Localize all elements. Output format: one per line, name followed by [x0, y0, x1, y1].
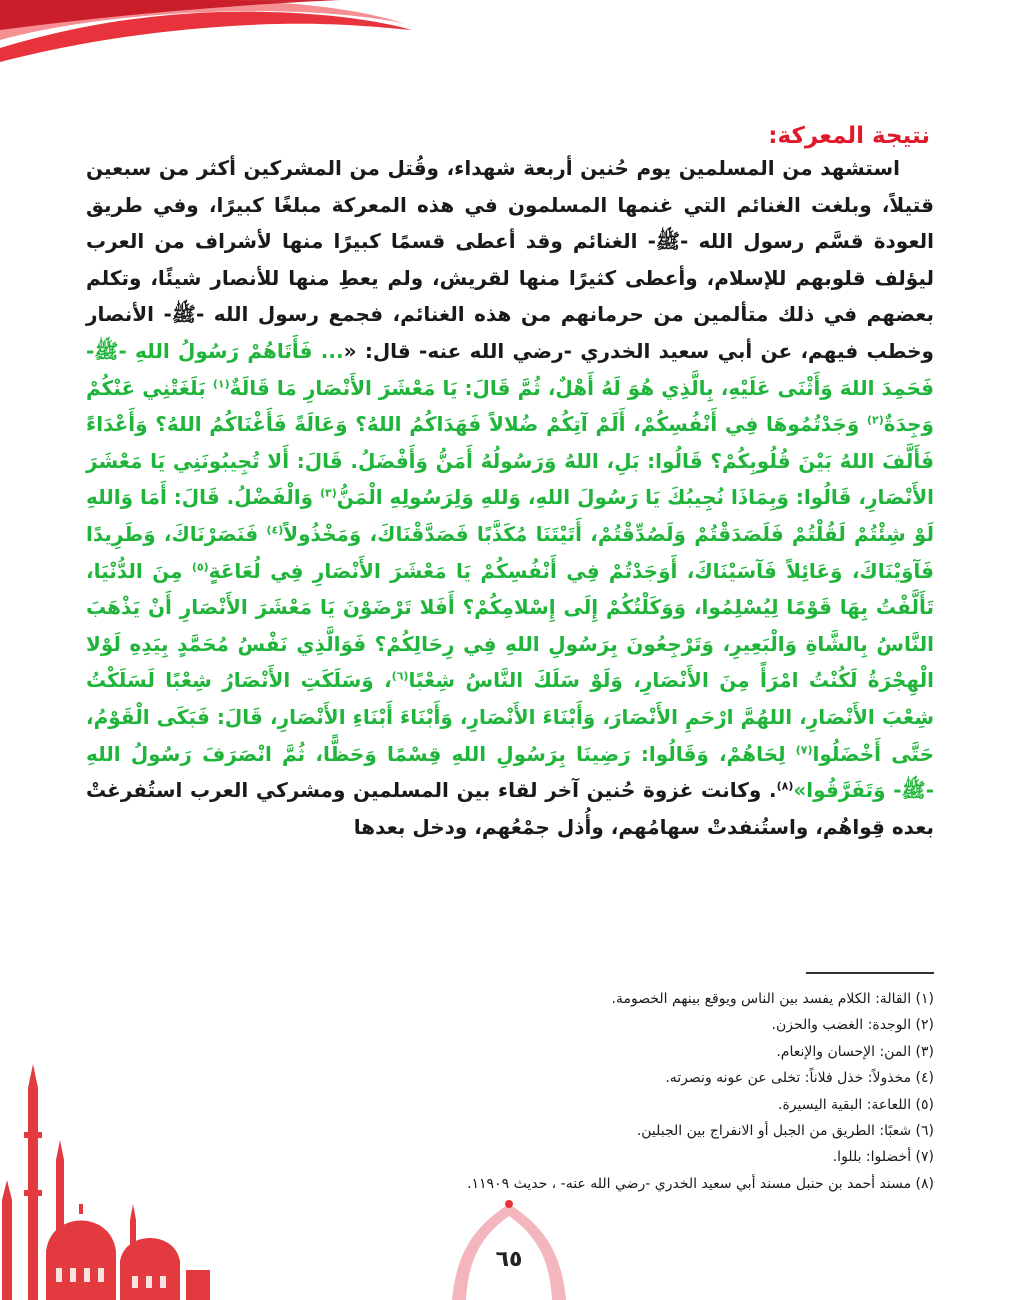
red-swoosh-decoration	[0, 0, 420, 120]
footnotes-list	[234, 986, 934, 1197]
hadith-segment: ... فَأَتَاهُمْ رَسُولُ اللهِ -ﷺ- فَحَمِدَ اللهَ وَأَثْنَى عَلَيْهِ، بِالَّذِي هُوَ لَهُ أَهْلٌ، ثُمَّ قَالَ: يَا مَعْشَرَ الأَنْصَارِ مَا قَالَةٌ	[86, 338, 934, 400]
page-number: ٦٥	[495, 1247, 523, 1272]
footnote-item: (٤) مخذولاً: خذل فلاناً: تخلى عن عونه ونصرته.	[665, 1070, 934, 1087]
footnote-ref: (٧)	[795, 742, 813, 756]
footnote-ref: (٥)	[191, 559, 209, 573]
footnote-ref: (٤)	[266, 523, 284, 537]
main-paragraph	[86, 150, 934, 845]
footnote-item: (٢) الوجدة: الغضب والحزن.	[771, 1017, 934, 1034]
body-paragraph	[86, 150, 934, 845]
footnote-item: (٦) شعبًا: الطريق من الجبل أو الانفراج بين الجبلين.	[636, 1123, 934, 1140]
footnote-item: (٣) المن: الإحسان والإنعام.	[776, 1043, 934, 1060]
footnote-ref: (١)	[212, 376, 230, 390]
hadith-segment: مِنَ الدُّنْيَا، تَأَلَّفْتُ بِهَا قَوْمًا لِيُسْلِمُوا، وَوَكَلْتُكُمْ إِلَى إِسْلامِكُمْ؟ أَفَلا تَرْضَوْنَ يَا مَعْشَرَ الأَنْصَارِ أَنْ يَذْهَبَ النَّاسُ بِالشَّاةِ وَالْبَعِيرِ، وَتَرْجِعُونَ بِرَسُولِ اللهِ فِي رِحَالِكُمْ؟ فَوَالَّذِي نَفْسُ مُحَمَّدٍ بِيَدِهِ لَوْلا الْهِجْرَةُ لَكُنْتُ امْرَأً مِنَ الأَنْصَارِ، وَلَوْ سَلَكَ النَّاسُ شِعْبًا	[86, 558, 934, 693]
hadith-segment: وَالْفَضْلُ. قَالَ: أَمَا وَاللهِ لَوْ شِئْتُمْ لَقُلْتُمْ فَلَصَدَقْتُمْ وَلَصُدِّقْتُمْ، أَتَيْتَنَا مُكَذَّبًا فَصَدَّقْنَاكَ، وَمَخْذُولاً	[86, 485, 934, 546]
outro-text: . وكانت غزوة حُنين آخر لقاء بين المسلمين ومشركي العرب استُفرغتْ بعده قِواهُم، واستُنفدتْ سهامُهم، وأُذل جمْعُهم، ودخل بعدها	[86, 778, 934, 839]
footnote-item: (٨) مسند أحمد بن حنبل مسند أبي سعيد الخدري -رضي الله عنه- ، حديث ١١٩٠٩.	[467, 1175, 934, 1192]
section-title: نتيجة المعركة:	[768, 123, 930, 150]
hadith-segment: وَجَدْتُمُوهَا فِي أَنْفُسِكُمْ، أَلَمْ آتِكُمْ ضُلالاً فَهَدَاكُمُ اللهُ؟ وَعَالَةً فَأَغْنَاكُمُ اللهُ؟ وَأَعْدَاءً فَأَلَّفَ اللهُ بَيْنَ قُلُوبِكُمْ؟ قَالُوا: بَلِ، اللهُ وَرَسُولُهُ أَمَنُّ وَأَفْضَلُ. قَالَ: أَلا تُجِيبُونَنِي يَا مَعْشَرَ الأَنْصَارِ، قَالُوا: وَبِمَاذَا نُجِيبُكَ يَا رَسُولَ اللهِ، وَللهِ وَلِرَسُولِهِ الْمَنُّ	[86, 412, 934, 510]
hadith-segment: ، وَسَلَكَتِ الأَنْصَارُ شِعْبًا لَسَلَكْتُ شِعْبَ الأَنْصَارِ، اللهُمَّ ارْحَمِ الأَنْصَارَ، وَأَبْنَاءَ الأَنْصَارِ، وَأَبْنَاءَ أَبْنَاءِ الأَنْصَارِ، قَالَ: فَبَكَى الْقَوْمُ، حَتَّى أَخْضَلُوا	[86, 668, 935, 766]
intro-text: استشهد من المسلمين يوم حُنين أربعة شهداء، وقُتل من المشركين أكثر من سبعين قتيلاً، وبلغت الغنائم التي غنمها المسلمون في هذه المعركة مبلغًا كبيرًا، وفي طريق العودة قسَّم رسول الله -ﷺ- الغنائم وقد أعطى قسمًا كبيرًا منها لأشراف من العرب ليؤلف قلوبهم للإسلام، وأعطى كثيرًا منها لقريش، ولم يعطِ منها للأنصار شيئًا، وتكلم بعضهم في ذلك متألمين من حرمانهم من هذه الغنائم، فجمع رسول الله -ﷺ- الأنصار وخطب فيهم، عن أبي سعيد الخدري -رضي الله عنه- قال: «	[86, 156, 934, 363]
hadith-segment: فَنَصَرْنَاكَ، وَطَرِيدًا فَآوَيْنَاكَ، وَعَائِلاً فَآسَيْنَاكَ، أَوَجَدْتُمْ فِي أَنْفُسِكُمْ يَا مَعْشَرَ الأَنْصَارِ فِي لُعَاعَةٍ	[86, 521, 934, 583]
hadith-segment: لِحَاهُمْ، وَقَالُوا: رَضِينَا بِرَسُولِ اللهِ قِسْمًا وَحَظًّا، ثُمَّ انْصَرَفَ رَسُولُ اللهِ -ﷺ- وَتَفَرَّقُوا»	[86, 741, 934, 803]
footnote-item: (٧) أخضلوا: بللوا.	[832, 1149, 934, 1166]
footnote-ref: (٨)	[776, 779, 794, 793]
footnote-item: (٥) اللعاعة: البقية اليسيرة.	[778, 1096, 934, 1113]
footnote-ref: (٦)	[391, 669, 409, 683]
footnote-item: (١) القالة: الكلام يفسد بين الناس ويوقع بينهم الخصومة.	[611, 991, 934, 1007]
mosque-skyline-icon	[0, 1040, 210, 1300]
footnote-ref: (٢)	[867, 413, 884, 427]
hadith-segment: بَلَغَتْنِي عَنْكُمْ وَجِدَةٌ	[86, 375, 934, 437]
footnote-ref: (٣)	[320, 486, 337, 500]
hadith-text	[86, 339, 934, 802]
footnote-divider	[806, 972, 934, 974]
